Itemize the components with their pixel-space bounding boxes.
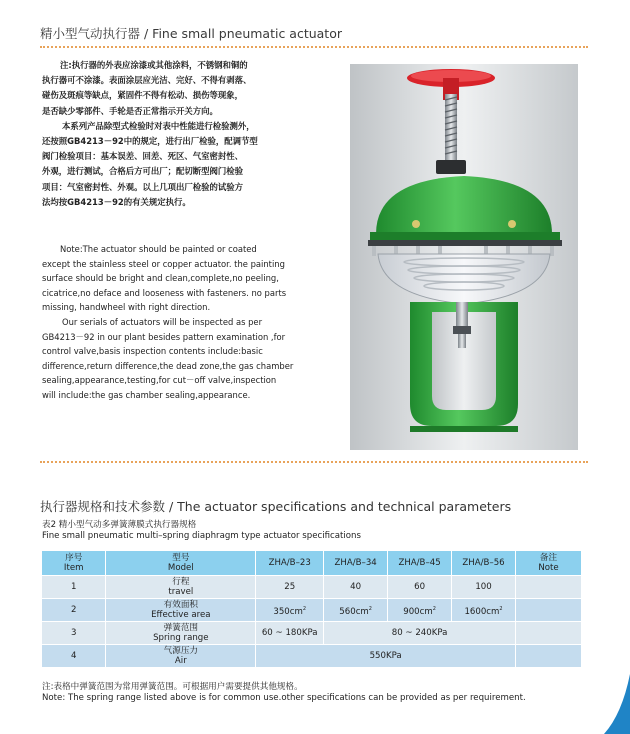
cell-note	[516, 645, 582, 668]
actuator-product-photo	[350, 64, 578, 450]
cell-param: 有效面积 Effective area	[106, 599, 256, 622]
cell-param: 弹簧范围 Spring range	[106, 622, 256, 645]
table-row	[42, 599, 582, 622]
table-row	[42, 622, 582, 645]
divider-top	[40, 46, 588, 48]
footnote-en: Note: The spring range listed above is for common use.other specifications can be provided as per requirement.	[42, 693, 526, 703]
header-model-34: ZHA/B–34	[324, 551, 388, 576]
cn-line: 外观，进行测试，合格后方可出厂；配切断型阀门检验	[42, 166, 243, 177]
cell-note	[516, 599, 582, 622]
cell-param: 行程 travel	[106, 576, 256, 599]
cell-value: 40	[324, 576, 388, 599]
en-line: except the stainless steel or copper actuator. the painting	[42, 258, 285, 269]
table-title-cn: 表2 精小型气动多弹簧薄膜式执行器规格	[42, 520, 197, 530]
table-row	[42, 645, 582, 668]
corner-decoration	[604, 674, 630, 734]
cell-value: 100	[452, 576, 516, 599]
cn-line: 注:执行器的外表应涂漆或其他涂料，不锈钢和铜的	[60, 60, 248, 70]
cell-value: $350cm^2$	[256, 599, 324, 622]
cn-line: 碰伤及斑痕等缺点，紧固件不得有松动、损伤等现象，	[42, 90, 243, 101]
cell-value: 60	[388, 576, 452, 599]
cell-param: 气源压力 Air	[106, 645, 256, 668]
actuator-illustration	[350, 64, 578, 450]
en-line: missing, handwheel with right direction.	[42, 302, 211, 313]
cell-value-merged: 550KPa	[256, 645, 516, 668]
table-title-en: Fine small pneumatic multi–spring diaphragm type actuator specifications	[42, 531, 361, 541]
en-line: Note:The actuator should be painted or coated	[60, 244, 257, 254]
en-line: sealing,appearance,testing,for cut－off valve,inspection	[42, 375, 277, 386]
table-row	[42, 576, 582, 599]
cn-line: 法均按GB4213－92的有关规定执行。	[42, 196, 191, 207]
cell-note	[516, 622, 582, 645]
cn-line: 本系列产品除型式检验时对表中性能进行检验测外，	[62, 120, 255, 131]
cn-line: 还按照GB4213－92中的规定，进行出厂检验，配调节型	[42, 136, 258, 147]
header-model-56: ZHA/B–56	[452, 551, 516, 576]
cell-value: $900cm^2$	[388, 599, 452, 622]
cell-item: 4	[42, 645, 106, 668]
en-line: control valve,basis inspection contents include:basic	[42, 346, 263, 357]
description-en	[42, 242, 304, 403]
footnote-cn: 注:表格中弹簧范围为常用弹簧范围。可根据用户需要提供其他规格。	[42, 682, 303, 692]
spec-table	[42, 551, 582, 668]
page-title: 精小型气动执行器 / Fine small pneumatic actuator	[40, 26, 342, 41]
cn-line: 阀门检验项目：基本误差、回差、死区、气室密封性、	[42, 151, 243, 162]
table-header-row	[42, 551, 582, 576]
header-note: 备注 Note	[516, 551, 582, 576]
cell-value: $560cm^2$	[324, 599, 388, 622]
cell-item: 3	[42, 622, 106, 645]
header-model-45: ZHA/B–45	[388, 551, 452, 576]
cell-item: 1	[42, 576, 106, 599]
cell-item: 2	[42, 599, 106, 622]
en-line: difference,return difference,the dead zone,the gas chamber	[42, 360, 294, 371]
cell-value: 60 ~ 180KPa	[256, 622, 324, 645]
cell-note	[516, 576, 582, 599]
cn-line: 是否缺少零部件、手轮是否正常指示开关方向。	[42, 105, 218, 116]
en-line: GB4213－92 in our plant besides pattern examination ,for	[42, 331, 286, 342]
en-line: cicatrice,no deface and looseness with fasteners. no parts	[42, 287, 287, 298]
header-model: 型号 Model	[106, 551, 256, 576]
en-line: will include:the gas chamber sealing,appearance.	[42, 389, 251, 400]
header-model-23: ZHA/B–23	[256, 551, 324, 576]
cell-value-merged: 80 ~ 240KPa	[324, 622, 516, 645]
description-cn	[42, 58, 304, 210]
en-line: Our serials of actuators will be inspected as per	[62, 316, 263, 327]
cn-line: 执行器可不涂漆。表面涂层应光洁、完好、不得有剥落、	[42, 75, 252, 86]
en-line: surface should be bright and clean,complete,no peeling,	[42, 273, 279, 284]
cell-value: 25	[256, 576, 324, 599]
cell-value: $1600cm^2$	[452, 599, 516, 622]
header-item: 序号 Item	[42, 551, 106, 576]
cn-line: 项目：气室密封性、外观。以上几项出厂检验的试验方	[42, 181, 243, 192]
divider-middle	[40, 461, 588, 463]
section-title: 执行器规格和技术参数 / The actuator specifications and technical parameters	[40, 499, 512, 514]
